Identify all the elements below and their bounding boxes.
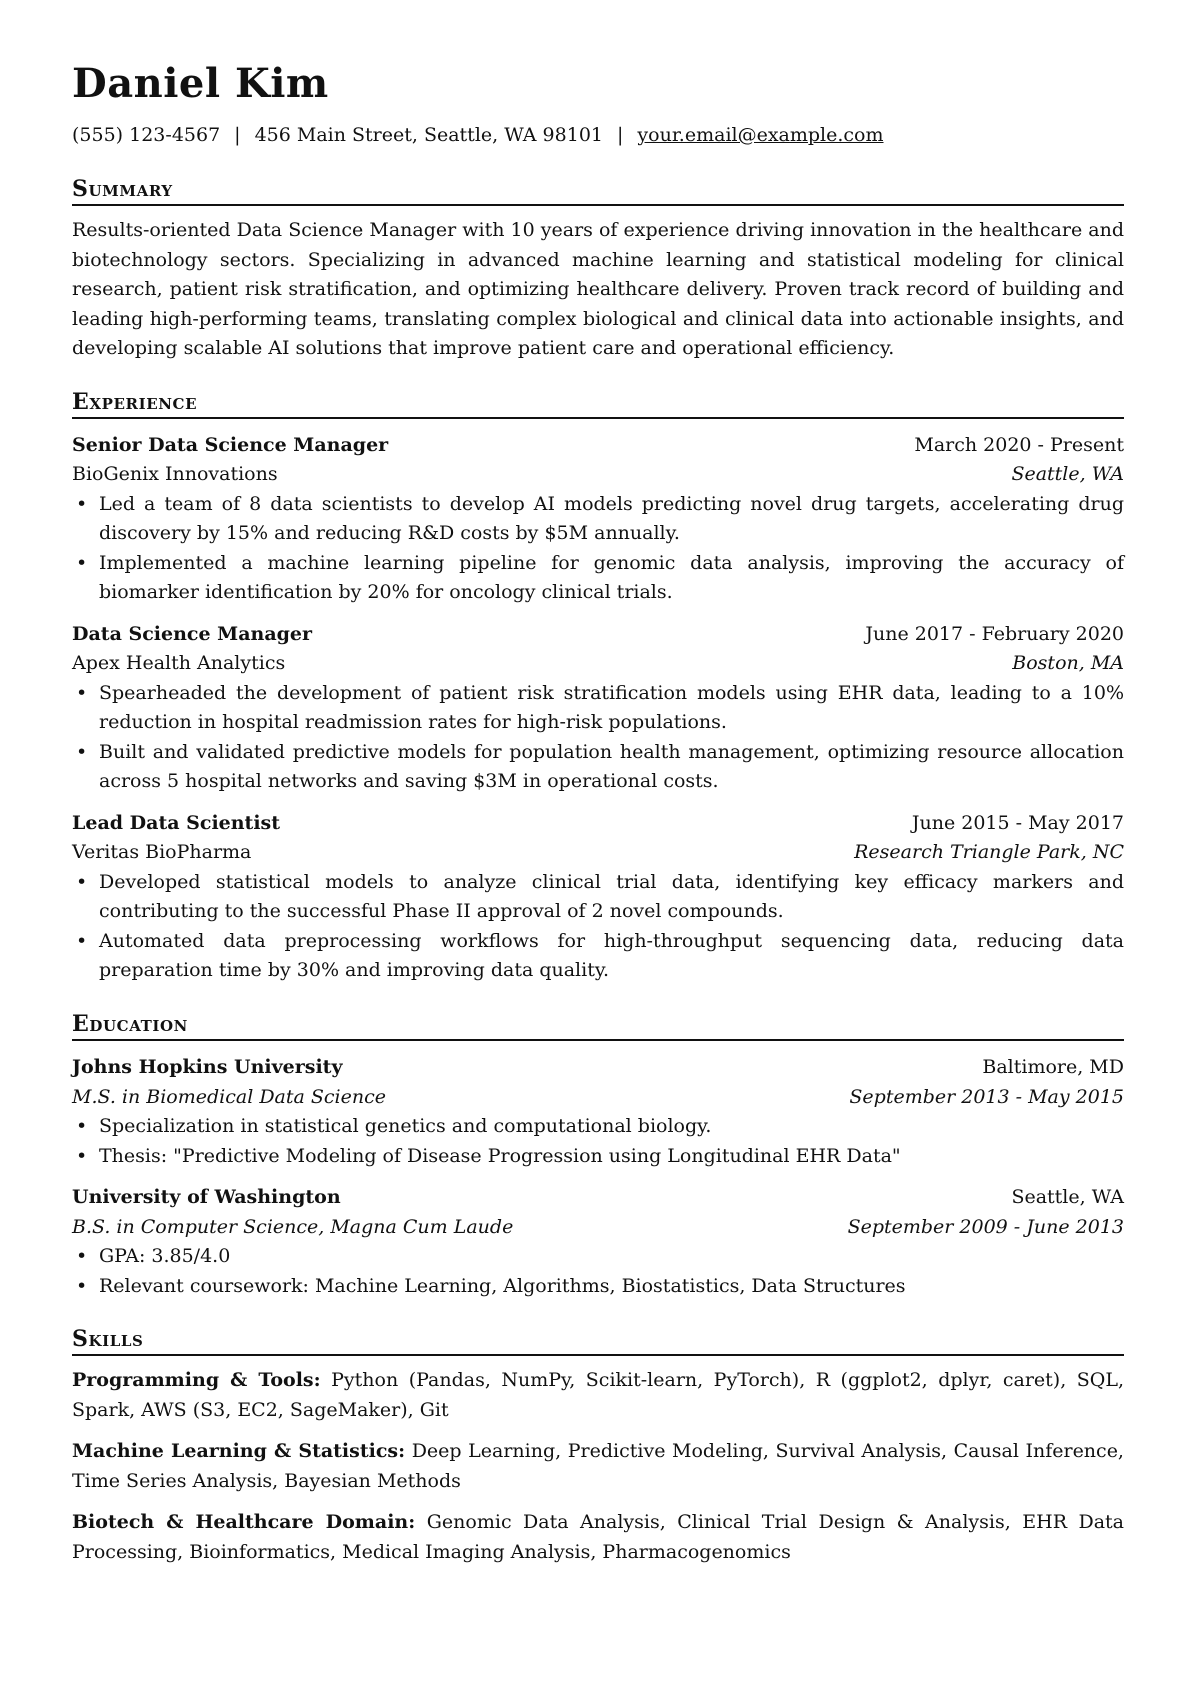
skill-group-label: Programming & Tools: [72,1369,321,1392]
job-subheader [72,460,1124,490]
job-company: Apex Health Analytics [72,652,286,675]
job-dates: March 2020 - Present [914,433,1124,456]
job-role: Lead Data Scientist [72,811,281,834]
job-header [72,431,1124,461]
job-entry [72,431,1124,608]
job-location: Boston, MA [1012,652,1124,675]
job-subheader [72,649,1124,679]
education-subheader [72,1083,1124,1113]
experience-section [72,390,1124,986]
skill-group-text: Genomic Data Analysis, Clinical Trial Design & Analysis, EHR Data Processing, Bioinformatics, Medical Imaging Analysis, Pharmacogenomics [72,1511,1124,1563]
school-name: Johns Hopkins University [72,1056,343,1079]
contact-separator: | [617,124,624,146]
education-header [72,1183,1124,1213]
job-bullets [72,868,1124,986]
phone-number: (555) 123-4567 [72,124,221,146]
job-company: BioGenix Innovations [72,463,278,486]
job-subheader [72,838,1124,868]
education-entry [72,1183,1124,1301]
school-location: Seattle, WA [1011,1186,1124,1209]
school-location: Baltimore, MD [982,1056,1124,1079]
job-role: Senior Data Science Manager [72,433,389,456]
street-address: 456 Main Street, Seattle, WA 98101 [254,124,603,146]
candidate-name: Daniel Kim [72,60,329,107]
job-bullet: • Built and validated predictive models for population health management, optimizing resource allocation across 5 hospital networks and saving $3M in operational costs. [99,738,1124,797]
contact-line [72,126,1124,145]
skills-section [72,1327,1124,1567]
job-entry [72,809,1124,986]
job-bullet: • Spearheaded the development of patient risk stratification models using EHR data, leading to a 10% reduction in hospital readmission rates for high-risk populations. [99,679,1124,738]
skill-group [72,1437,1124,1496]
school-name: University of Washington [72,1186,341,1209]
education-subheader [72,1213,1124,1243]
education-section [72,1012,1124,1301]
skill-group [72,1508,1124,1567]
job-bullets [72,679,1124,797]
education-bullet: • GPA: 3.85/4.0 [99,1242,1124,1272]
contact-separator: | [234,124,241,146]
degree-name: B.S. in Computer Science, Magna Cum Laude [72,1215,514,1238]
job-location: Research Triangle Park, NC [854,841,1124,864]
skill-group-label: Machine Learning & Statistics: [72,1440,406,1463]
job-dates: June 2017 - February 2020 [865,622,1124,645]
job-company: Veritas BioPharma [72,841,252,864]
job-location: Seattle, WA [1011,463,1124,486]
degree-name: M.S. in Biomedical Data Science [72,1085,386,1108]
skill-group-label: Biotech & Healthcare Domain: [72,1511,416,1534]
skill-group [72,1366,1124,1425]
job-bullet: • Led a team of 8 data scientists to develop AI models predicting novel drug targets, accelerating drug discovery by 15% and reducing R&D costs by $5M annually. [99,490,1124,549]
job-bullet: • Automated data preprocessing workflows for high-throughput sequencing data, reducing data preparation time by 30% and improving data quality. [99,927,1124,986]
education-bullet: • Thesis: "Predictive Modeling of Disease Progression using Longitudinal EHR Data" [99,1142,1124,1172]
section-title-summary: Summary [72,177,1124,206]
job-role: Data Science Manager [72,622,313,645]
section-title-education: Education [72,1012,1124,1041]
section-title-experience: Experience [72,390,1124,419]
summary-section [72,177,1124,364]
job-header [72,620,1124,650]
summary-text: Results-oriented Data Science Manager with 10 years of experience driving innovation in the healthcare and biotechnology sectors. Specializing in advanced machine learning and statistical modeling for clinical research, patient risk stratification, and optimizing healthcare delivery. Proven track record of building and leading high-performing teams, translating complex biological and clinical data into actionable insights, and developing scalable AI solutions that improve patient care and operational efficiency. [72,219,1124,360]
email-link[interactable]: your.email@example.com [637,124,884,146]
education-bullets [72,1112,1124,1171]
job-dates: June 2015 - May 2017 [911,811,1124,834]
job-bullets [72,490,1124,608]
education-dates: September 2013 - May 2015 [849,1085,1124,1108]
job-bullet: • Implemented a machine learning pipeline for genomic data analysis, improving the accuracy of biomarker identification by 20% for oncology clinical trials. [99,549,1124,608]
education-dates: September 2009 - June 2013 [847,1215,1124,1238]
education-bullet: • Relevant coursework: Machine Learning, Algorithms, Biostatistics, Data Structures [99,1272,1124,1302]
skill-group-text: Deep Learning, Predictive Modeling, Survival Analysis, Causal Inference, Time Series Analysis, Bayesian Methods [72,1440,1124,1492]
education-bullet: • Specialization in statistical genetics and computational biology. [99,1112,1124,1142]
education-entry [72,1053,1124,1171]
job-bullet: • Developed statistical models to analyze clinical trial data, identifying key efficacy markers and contributing to the successful Phase II approval of 2 novel compounds. [99,868,1124,927]
education-header [72,1053,1124,1083]
job-entry [72,620,1124,797]
job-header [72,809,1124,839]
education-bullets [72,1242,1124,1301]
section-title-skills: Skills [72,1327,1124,1356]
skill-group-text: Python (Pandas, NumPy, Scikit-learn, PyTorch), R (ggplot2, dplyr, caret), SQL, Spark, AWS (S3, EC2, SageMaker), Git [72,1369,1125,1421]
